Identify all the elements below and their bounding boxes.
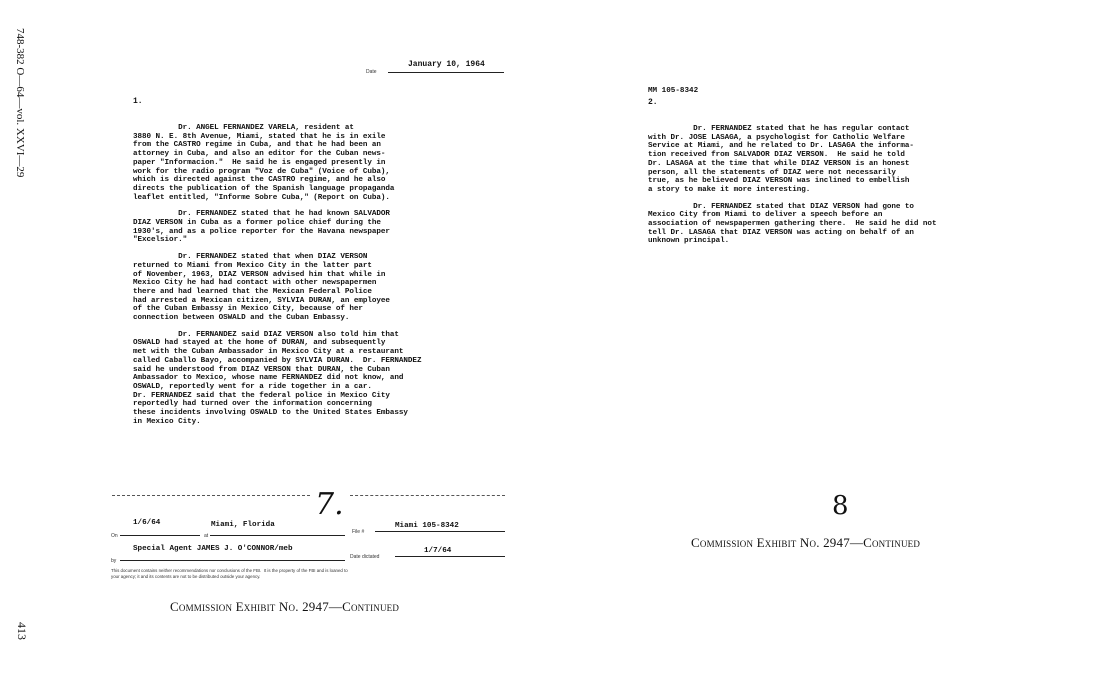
- handwritten-page-number: 8: [832, 491, 849, 521]
- page-marker: 1.: [133, 97, 143, 106]
- fbi-disclaimer: This document contains neither recommendations nor conclusions of the FBI. It is the property of the FBI and is loaned to your agency; it and its contents are not to be distributed outside your agency.: [111, 568, 348, 579]
- exhibit-caption: Commission Exhibit No. 2947—Continued: [691, 535, 921, 550]
- paragraph: Dr. FERNANDEZ stated that he had known SALVADOR DIAZ VERSON in Cuba as a former police chief during the 1930's, and as a police reporter for the Havana newspaper "Excelsior.": [133, 210, 390, 245]
- interview-date: 1/6/64: [133, 519, 161, 527]
- handwritten-page-number: 7.: [315, 487, 344, 522]
- left-body: [133, 124, 513, 427]
- paragraph: Dr. FERNANDEZ said DIAZ VERSON also told him that OSWALD had stayed at the home of DURAN, and subsequently met with the Cuban Ambassador in Mexico City at a restaurant called Caballo Bayo, accompanied by SYLVIA DURAN. Dr. FERNANDEZ said he understood from DIAZ VERSON that DURAN, the Cuban Ambassador to Mexico, whose name FERNANDEZ did not know, and OSWALD, reportedly went for a ride together in a car. Dr. FERNANDEZ said that the federal police in Mexico City reportedly had turned over the information concerning these incidents involving OSWALD to the United States Embassy in Mexico City.: [133, 330, 422, 426]
- paragraph: Dr. FERNANDEZ stated that he has regular contact with Dr. JOSE LASAGA, a psychologist for Catholic Welfare Service at Miami, and he related to Dr. LASAGA the informa- tion received from SALVADOR DIAZ VERSON. He said he told Dr. LASAGA at the time that while DIAZ VERSON is an honest person, all the statements of DIAZ were not necessarily true, as he believed DIAZ VERSON was inclined to embellish a story to make it more interesting.: [648, 125, 914, 194]
- page-marker: 2.: [648, 98, 658, 107]
- date-dictated-label: Date dictated: [350, 554, 380, 560]
- file-number: Miami 105-8342: [395, 522, 459, 530]
- on-label: On: [111, 533, 118, 539]
- file-label: File #: [352, 529, 365, 535]
- agent-name: Special Agent JAMES J. O'CONNOR/meb: [133, 545, 293, 553]
- by-label: by: [111, 558, 117, 564]
- paragraph: Dr. ANGEL FERNANDEZ VARELA, resident at 3880 N. E. 8th Avenue, Miami, stated that he is in exile from the CASTRO regime in Cuba, and that he had been an attorney in Cuba, and also an editor for the Cuban news- paper "Informacion." He said he is engaged presently in work for the radio program "Voz de Cuba" (Voice of Cuba), which is directed against the CASTRO regime, and he also directs the publication of the Spanish language propaganda leaflet entitled, "Informe Sobre Cuba," (Report on Cuba).: [133, 124, 395, 202]
- date-label: Date: [366, 69, 377, 75]
- exhibit-caption: Commission Exhibit No. 2947—Continued: [170, 599, 400, 614]
- date-dictated: 1/7/64: [424, 547, 452, 555]
- page-number: 413: [15, 622, 29, 640]
- at-label: at: [204, 533, 209, 539]
- paragraph: Dr. FERNANDEZ stated that DIAZ VERSON had gone to Mexico City from Miami to deliver a speech before an association of newspapermen gathering there. He said he did not tell Dr. LASAGA that DIAZ VERSON was acting on behalf of an unknown principal.: [648, 202, 937, 246]
- right-body: [648, 125, 1088, 246]
- file-reference: MM 105-8342: [648, 87, 699, 95]
- interview-place: Miami, Florida: [211, 521, 275, 529]
- right-document: [560, 0, 1094, 691]
- volume-reference: 748-382 O—64—vol. XXVI—29: [14, 28, 26, 178]
- paragraph: Dr. FERNANDEZ stated that when DIAZ VERSON returned to Miami from Mexico City in the latter part of November, 1963, DIAZ VERSON advised him that while in Mexico City he had had contact with other newspapermen there and had learned that the Mexican Federal Police had arrested a Mexican citizen, SYLVIA DURAN, an employee of the Cuban Embassy in Mexico City, because of her connection between OSWALD and the Cuban Embassy.: [133, 253, 390, 323]
- date-value: January 10, 1964: [408, 60, 485, 69]
